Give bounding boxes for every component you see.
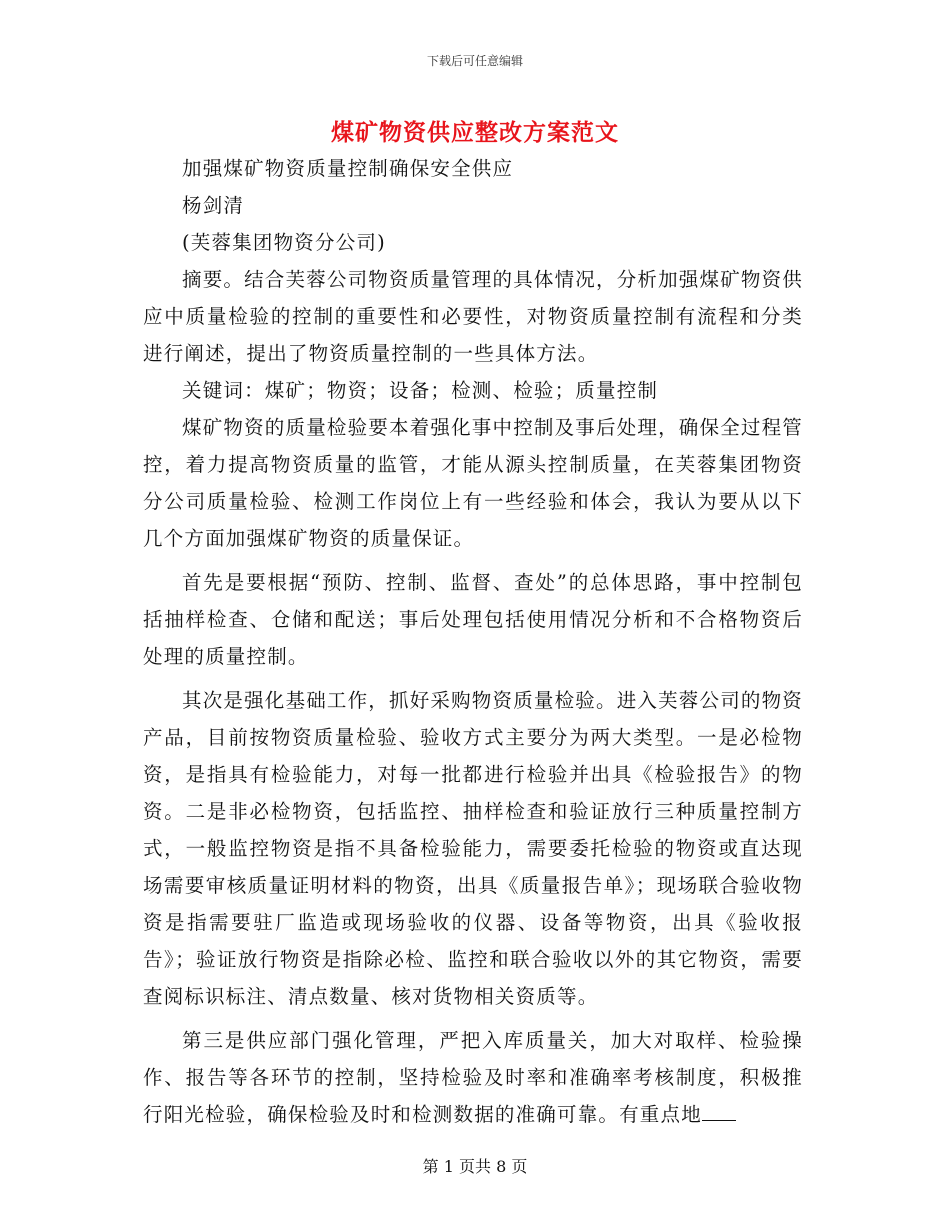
body-paragraph-4 (143, 1022, 803, 1133)
document-subtitle: 加强煤矿物资质量控制确保安全供应 (182, 157, 514, 180)
fill-in-blank-line (702, 1098, 736, 1121)
page-header-note: 下载后可任意编辑 (426, 54, 523, 68)
document-keywords: 关键词：煤矿；物资；设备；检测、检验；质量控制 (182, 379, 659, 402)
body-paragraph-1: 煤矿物资的质量检验要本着强化事中控制及事后处理，确保全过程管控，着力提高物资质量的监管，才能从源头控制质量，在芙蓉集团物资分公司质量检验、检测工作岗位上有一些经验和体会，我认为要从以下几个方面加强煤矿物资的质量保证。 (143, 416, 804, 550)
body-paragraph-3: 其次是强化基础工作，抓好采购物资质量检验。进入芙蓉公司的物资产品，目前按物资质量检验、验收方式主要分为两大类型。一是必检物资，是指具有检验能力，对每一批都进行检验并出具《检验报告》的物资。二是非必检物资，包括监控、抽样检查和验证放行三种质量控制方式，一般监控物资是指不具备检验能力，需要委托检验的物资或直达现场需要审核质量证明材料的物资，出具《质量报告单》；现场联合验收物资是指需要驻厂监造或现场验收的仪器、设备等物资，出具《验收报告》；验证放行物资是指除必检、监控和联合验收以外的其它物资，需要查阅标识标注、清点数量、核对货物相关资质等。 (143, 689, 804, 1008)
page-number-footer: 第 1 页共 8 页 (422, 1157, 528, 1176)
document-title: 煤矿物资供应整改方案范文 (331, 119, 619, 146)
document-abstract: 摘要。结合芙蓉公司物资质量管理的具体情况，分析加强煤矿物资供应中质量检验的控制的重要性和必要性，对物资质量控制有流程和分类进行阐述，提出了物资质量控制的一些具体方法。 (143, 268, 804, 365)
document-affiliation: (芙蓉集团物资分公司) (182, 231, 386, 254)
body-paragraph-2: 首先是要根据“预防、控制、监督、查处”的总体思路，事中控制包括抽样检查、仓储和配送；事后处理包括使用情况分析和不合格物资后处理的质量控制。 (143, 571, 803, 668)
document-body (143, 150, 803, 1133)
body-paragraph-4-text: 第三是供应部门强化管理，严把入库质量关，加大对取样、检验操作、报告等各环节的控制，坚持检验及时率和准确率考核制度，积极推行阳光检验，确保检验及时和检测数据的准确可靠。有重点地 (143, 1029, 803, 1126)
document-author: 杨剑清 (182, 194, 245, 217)
